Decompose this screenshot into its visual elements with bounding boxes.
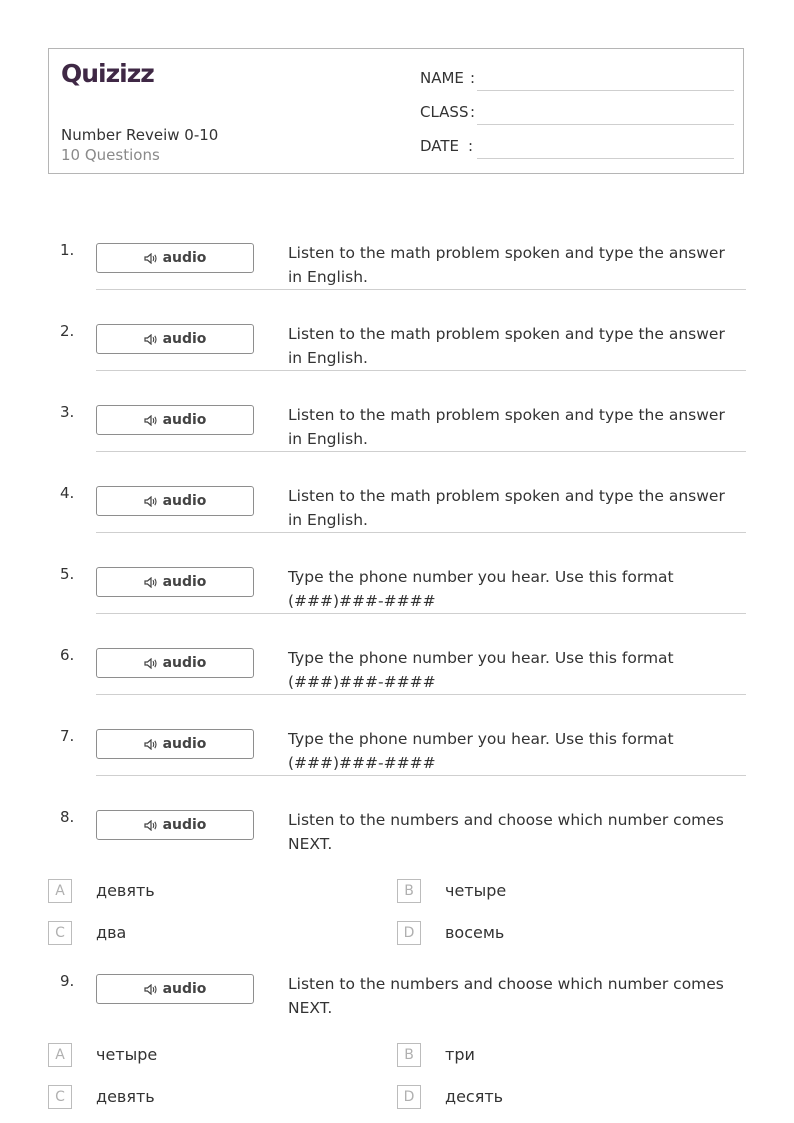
speaker-icon [144, 253, 157, 264]
question-text: Type the phone number you hear. Use this format (###)###-#### [288, 649, 674, 691]
answer-line [96, 775, 746, 776]
question-number: 8. [60, 808, 75, 826]
audio-label: audio [162, 817, 207, 833]
question-count: 10 Questions [61, 146, 160, 164]
class-field[interactable] [420, 99, 734, 125]
audio-label: audio [162, 493, 207, 509]
speaker-icon [144, 739, 157, 750]
audio-label: audio [162, 736, 207, 752]
audio-button[interactable] [96, 324, 254, 354]
question-text: Listen to the numbers and choose which number comes NEXT. [288, 975, 724, 1017]
audio-button[interactable] [96, 567, 254, 597]
audio-button[interactable] [96, 974, 254, 1004]
option-letter: A [48, 879, 72, 903]
question-text: Listen to the math problem spoken and type the answer in English. [288, 406, 725, 448]
option-text: три [445, 1045, 475, 1064]
audio-label: audio [162, 412, 207, 428]
question-number: 1. [60, 241, 75, 259]
speaker-icon [144, 984, 157, 995]
audio-label: audio [162, 574, 207, 590]
name-line [477, 90, 734, 91]
option-text: восемь [445, 923, 505, 942]
option-text: четыре [445, 881, 507, 900]
date-line [477, 158, 734, 159]
answer-line [96, 370, 746, 371]
name-field[interactable] [420, 65, 734, 91]
audio-button[interactable] [96, 405, 254, 435]
question-text: Listen to the math problem spoken and type the answer in English. [288, 487, 725, 529]
question-text: Type the phone number you hear. Use this format (###)###-#### [288, 730, 674, 772]
audio-label: audio [162, 981, 207, 997]
audio-button[interactable] [96, 729, 254, 759]
speaker-icon [144, 334, 157, 345]
speaker-icon [144, 820, 157, 831]
question-text: Listen to the math problem spoken and type the answer in English. [288, 325, 725, 367]
answer-line [96, 289, 746, 290]
question-number: 9. [60, 972, 75, 990]
audio-button[interactable] [96, 486, 254, 516]
quizizz-logo: Quizizz [61, 59, 154, 88]
option-letter: C [48, 921, 72, 945]
option-letter: D [397, 921, 421, 945]
class-colon: : [470, 103, 476, 121]
option-text: десять [445, 1087, 504, 1106]
worksheet-title: Number Reveiw 0-10 [61, 126, 219, 144]
date-colon: : [468, 137, 474, 155]
option-letter: B [397, 1043, 421, 1067]
name-colon: : [470, 69, 476, 87]
question-text: Listen to the numbers and choose which number comes NEXT. [288, 811, 724, 853]
name-label: NAME [420, 69, 464, 87]
option-letter: D [397, 1085, 421, 1109]
speaker-icon [144, 496, 157, 507]
speaker-icon [144, 658, 157, 669]
question-text: Listen to the math problem spoken and type the answer in English. [288, 244, 725, 286]
question-number: 2. [60, 322, 75, 340]
question-number: 4. [60, 484, 75, 502]
worksheet-header [48, 48, 744, 174]
option-letter: C [48, 1085, 72, 1109]
option-text: два [96, 923, 127, 942]
audio-label: audio [162, 250, 207, 266]
speaker-icon [144, 415, 157, 426]
class-label: CLASS [420, 103, 469, 121]
option-text: девять [96, 881, 155, 900]
option-letter: A [48, 1043, 72, 1067]
answer-line [96, 613, 746, 614]
question-number: 6. [60, 646, 75, 664]
class-line [477, 124, 734, 125]
date-label: DATE [420, 137, 460, 155]
audio-button[interactable] [96, 810, 254, 840]
option-text: девять [96, 1087, 155, 1106]
question-text: Type the phone number you hear. Use this format (###)###-#### [288, 568, 674, 610]
audio-button[interactable] [96, 243, 254, 273]
question-number: 5. [60, 565, 75, 583]
question-number: 7. [60, 727, 75, 745]
answer-line [96, 451, 746, 452]
audio-label: audio [162, 331, 207, 347]
audio-button[interactable] [96, 648, 254, 678]
answer-line [96, 694, 746, 695]
question-number: 3. [60, 403, 75, 421]
date-field[interactable] [420, 133, 734, 159]
answer-line [96, 532, 746, 533]
option-letter: B [397, 879, 421, 903]
speaker-icon [144, 577, 157, 588]
audio-label: audio [162, 655, 207, 671]
option-text: четыре [96, 1045, 158, 1064]
